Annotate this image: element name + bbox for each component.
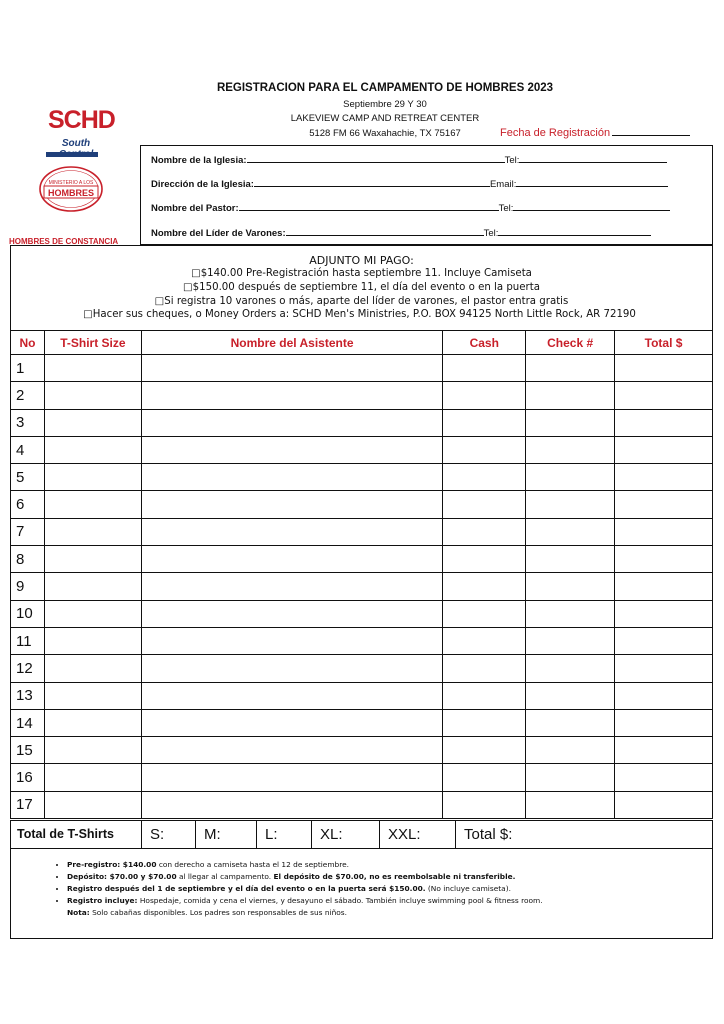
cash-cell[interactable]	[443, 791, 526, 818]
check-cell[interactable]	[526, 764, 615, 791]
payment-heading: ADJUNTO MI PAGO:	[309, 254, 414, 267]
registration-date-label: Fecha de Registración	[500, 127, 611, 139]
check-cell[interactable]	[526, 682, 615, 709]
note-includes: • Registro incluye: Hospedaje, comida y cena el viernes, y desayuno el sábado. También incluye swimming pool & fitness room.	[67, 895, 543, 907]
tel3-line[interactable]	[498, 225, 651, 236]
row-number: 13	[11, 682, 45, 709]
logo-bar	[46, 152, 98, 157]
south-central-logo-text: South	[61, 138, 91, 149]
row-number: 7	[11, 518, 45, 545]
tshirt-size-cell[interactable]	[44, 491, 141, 518]
attendee-name-cell[interactable]	[141, 709, 443, 736]
total-cell[interactable]	[615, 791, 713, 818]
attendee-name-cell[interactable]	[141, 355, 443, 382]
total-cell[interactable]	[615, 737, 713, 764]
leader-label: Nombre del Líder de Varones:	[151, 228, 286, 239]
cash-cell[interactable]	[443, 491, 526, 518]
row-number: 12	[11, 655, 45, 682]
table-row	[11, 546, 713, 573]
leader-row[interactable]	[151, 225, 651, 239]
attendee-name-cell[interactable]	[141, 600, 443, 627]
total-cell[interactable]	[615, 573, 713, 600]
total-size-s[interactable]: S:	[142, 821, 196, 848]
venue-address: 5128 FM 66 Waxahachie, TX 75167	[309, 128, 461, 139]
cash-cell[interactable]	[443, 764, 526, 791]
cash-cell[interactable]	[443, 627, 526, 654]
table-header-row	[11, 331, 713, 355]
table-body	[11, 355, 713, 819]
church-address-row[interactable]	[151, 176, 668, 190]
tshirt-size-cell[interactable]	[44, 655, 141, 682]
check-cell[interactable]	[526, 600, 615, 627]
cash-cell[interactable]	[443, 464, 526, 491]
check-cell[interactable]	[526, 627, 615, 654]
table-row	[11, 791, 713, 818]
payment-section	[10, 245, 713, 330]
cash-cell[interactable]	[443, 355, 526, 382]
attendee-name-cell[interactable]	[141, 764, 443, 791]
total-cell[interactable]	[615, 764, 713, 791]
row-number: 9	[11, 573, 45, 600]
check-cell[interactable]	[526, 464, 615, 491]
table-row	[11, 409, 713, 436]
cash-cell[interactable]	[443, 709, 526, 736]
tshirt-size-cell[interactable]	[44, 627, 141, 654]
totals-label: Total de T-Shirts	[11, 821, 142, 848]
table-row	[11, 491, 713, 518]
cash-cell[interactable]	[443, 409, 526, 436]
total-cell[interactable]	[615, 491, 713, 518]
total-cell[interactable]	[615, 682, 713, 709]
table-row	[11, 573, 713, 600]
header-attendee-name: Nombre del Asistente	[141, 331, 443, 355]
cash-cell[interactable]	[443, 600, 526, 627]
event-dates: Septiembre 29 Y 30	[343, 99, 427, 110]
email-label: Email:	[489, 179, 517, 190]
tshirt-size-cell[interactable]	[44, 709, 141, 736]
tel2-label: Tel:	[498, 203, 514, 214]
church-info-section	[140, 145, 713, 245]
total-cell[interactable]	[615, 546, 713, 573]
tshirt-size-cell[interactable]	[44, 355, 141, 382]
total-size-m[interactable]: M:	[196, 821, 257, 848]
venue-name: LAKEVIEW CAMP AND RETREAT CENTER	[290, 113, 480, 124]
attendee-name-cell[interactable]	[141, 682, 443, 709]
total-size-xxl[interactable]: XXL:	[380, 821, 456, 848]
row-number: 6	[11, 491, 45, 518]
church-name-line[interactable]	[247, 152, 505, 163]
check-cell[interactable]	[526, 709, 615, 736]
attendee-name-cell[interactable]	[141, 409, 443, 436]
row-number: 16	[11, 764, 45, 791]
header-no: No	[11, 331, 45, 355]
attendee-name-cell[interactable]	[141, 573, 443, 600]
leader-line[interactable]	[286, 225, 484, 236]
tshirt-size-cell[interactable]	[44, 737, 141, 764]
total-cell[interactable]	[615, 655, 713, 682]
table-row	[11, 764, 713, 791]
header-cash: Cash	[443, 331, 526, 355]
attendee-name-cell[interactable]	[141, 436, 443, 463]
tshirt-size-cell[interactable]	[44, 382, 141, 409]
church-address-line[interactable]	[254, 176, 490, 187]
total-cell[interactable]	[615, 409, 713, 436]
check-cell[interactable]	[526, 436, 615, 463]
notes-section	[10, 849, 713, 939]
tel1-label: Tel:	[504, 155, 520, 166]
tshirt-size-cell[interactable]	[44, 682, 141, 709]
payment-option-4[interactable]: □Hacer sus cheques, o Money Orders a: SCHD Men's Ministries, P.O. BOX 94125 North Little Rock, AR 72190	[83, 309, 636, 320]
tshirt-size-cell[interactable]	[44, 573, 141, 600]
tshirt-size-cell[interactable]	[44, 518, 141, 545]
tel3-label: Tel:	[483, 228, 499, 239]
church-name-label: Nombre de la Iglesia:	[151, 155, 247, 166]
header-total: Total $	[615, 331, 713, 355]
row-number: 11	[11, 627, 45, 654]
tshirt-size-cell[interactable]	[44, 600, 141, 627]
total-cell[interactable]	[615, 518, 713, 545]
attendee-name-cell[interactable]	[141, 518, 443, 545]
note-preregistro: • Pre-registro: $140.00 con derecho a camiseta hasta el 12 de septiembre.	[67, 859, 543, 871]
check-cell[interactable]	[526, 491, 615, 518]
total-cell[interactable]	[615, 436, 713, 463]
pastor-row[interactable]	[151, 200, 670, 214]
attendee-name-cell[interactable]	[141, 546, 443, 573]
logo-tagline: HOMBRES DE CONSTANCIA	[9, 237, 119, 246]
row-number: 10	[11, 600, 45, 627]
cash-cell[interactable]	[443, 436, 526, 463]
check-cell[interactable]	[526, 573, 615, 600]
total-cell[interactable]	[615, 464, 713, 491]
table-row	[11, 464, 713, 491]
payment-option-3[interactable]: □Si registra 10 varones o más, aparte del líder de varones, el pastor entra gratis	[154, 296, 569, 307]
check-cell[interactable]	[526, 409, 615, 436]
cash-cell[interactable]	[443, 682, 526, 709]
total-cell[interactable]	[615, 600, 713, 627]
cash-cell[interactable]	[443, 382, 526, 409]
pastor-label: Nombre del Pastor:	[151, 203, 239, 214]
total-cell[interactable]	[615, 382, 713, 409]
tshirt-size-cell[interactable]	[44, 464, 141, 491]
table-row	[11, 382, 713, 409]
badge-line1: MINISTERIO A LOS	[48, 180, 94, 186]
row-number: 1	[11, 355, 45, 382]
form-title: REGISTRACION PARA EL CAMPAMENTO DE HOMBRES 2023	[216, 82, 554, 94]
attendee-name-cell[interactable]	[141, 655, 443, 682]
cash-cell[interactable]	[443, 546, 526, 573]
notes-list	[31, 859, 543, 919]
email-line[interactable]	[516, 176, 668, 187]
ministerio-badge-icon	[38, 165, 104, 213]
header-tshirt-size: T-Shirt Size	[44, 331, 141, 355]
attendee-name-cell[interactable]	[141, 464, 443, 491]
note-late-registration: • Registro después del 1 de septiembre y el día del evento o en la puerta será $150.00. (No incluye camiseta).	[67, 883, 543, 895]
church-name-row[interactable]	[151, 152, 667, 166]
cash-cell[interactable]	[443, 655, 526, 682]
table-row	[11, 436, 713, 463]
tel2-line[interactable]	[513, 200, 670, 211]
attendee-name-cell[interactable]	[141, 627, 443, 654]
tshirt-size-cell[interactable]	[44, 764, 141, 791]
check-cell[interactable]	[526, 655, 615, 682]
payment-option-2[interactable]: □$150.00 después de septiembre 11, el día del evento o en la puerta	[183, 282, 540, 293]
attendee-name-cell[interactable]	[141, 737, 443, 764]
row-number: 17	[11, 791, 45, 818]
table-row	[11, 627, 713, 654]
table-row	[11, 355, 713, 382]
row-number: 15	[11, 737, 45, 764]
table-row	[11, 682, 713, 709]
row-number: 8	[11, 546, 45, 573]
tshirt-size-cell[interactable]	[44, 791, 141, 818]
table-row	[11, 518, 713, 545]
registration-date-line	[612, 126, 690, 136]
table-row	[11, 600, 713, 627]
note-deposito: • Depósito: $70.00 y $70.00 al llegar al campamento. El depósito de $70.00, no es reembolsable ni transferible.	[67, 871, 543, 883]
schd-logo: SCHD	[48, 106, 115, 134]
total-cell[interactable]	[615, 709, 713, 736]
table-row	[11, 737, 713, 764]
check-cell[interactable]	[526, 382, 615, 409]
row-number: 4	[11, 436, 45, 463]
tshirt-size-cell[interactable]	[44, 546, 141, 573]
cash-cell[interactable]	[443, 518, 526, 545]
table-row	[11, 709, 713, 736]
row-number: 3	[11, 409, 45, 436]
registration-date-field[interactable]	[500, 126, 690, 139]
check-cell[interactable]	[526, 737, 615, 764]
tel1-line[interactable]	[519, 152, 667, 163]
tshirt-size-cell[interactable]	[44, 436, 141, 463]
attendee-name-cell[interactable]	[141, 791, 443, 818]
pastor-line[interactable]	[239, 200, 499, 211]
check-cell[interactable]	[526, 546, 615, 573]
total-size-xl[interactable]: XL:	[312, 821, 380, 848]
row-number: 14	[11, 709, 45, 736]
attendee-name-cell[interactable]	[141, 382, 443, 409]
check-cell[interactable]	[526, 355, 615, 382]
total-cell[interactable]	[615, 627, 713, 654]
check-cell[interactable]	[526, 518, 615, 545]
table-row	[11, 655, 713, 682]
tshirt-size-cell[interactable]	[44, 409, 141, 436]
cash-cell[interactable]	[443, 573, 526, 600]
totals-row	[10, 820, 713, 849]
attendee-table	[10, 330, 713, 819]
note-cabins: Nota: Solo cabañas disponibles. Los padres son responsables de sus niños.	[67, 908, 348, 917]
row-number: 2	[11, 382, 45, 409]
payment-option-1[interactable]: □$140.00 Pre-Registración hasta septiembre 11. Incluye Camiseta	[191, 268, 532, 279]
badge-line2: HOMBRES	[47, 188, 95, 198]
row-number: 5	[11, 464, 45, 491]
total-size-l[interactable]: L:	[257, 821, 312, 848]
church-address-label: Dirección de la Iglesia:	[151, 179, 254, 190]
total-amount[interactable]: Total $:	[464, 826, 513, 843]
cash-cell[interactable]	[443, 737, 526, 764]
attendee-name-cell[interactable]	[141, 491, 443, 518]
header-check: Check #	[526, 331, 615, 355]
check-cell[interactable]	[526, 791, 615, 818]
total-cell[interactable]	[615, 355, 713, 382]
